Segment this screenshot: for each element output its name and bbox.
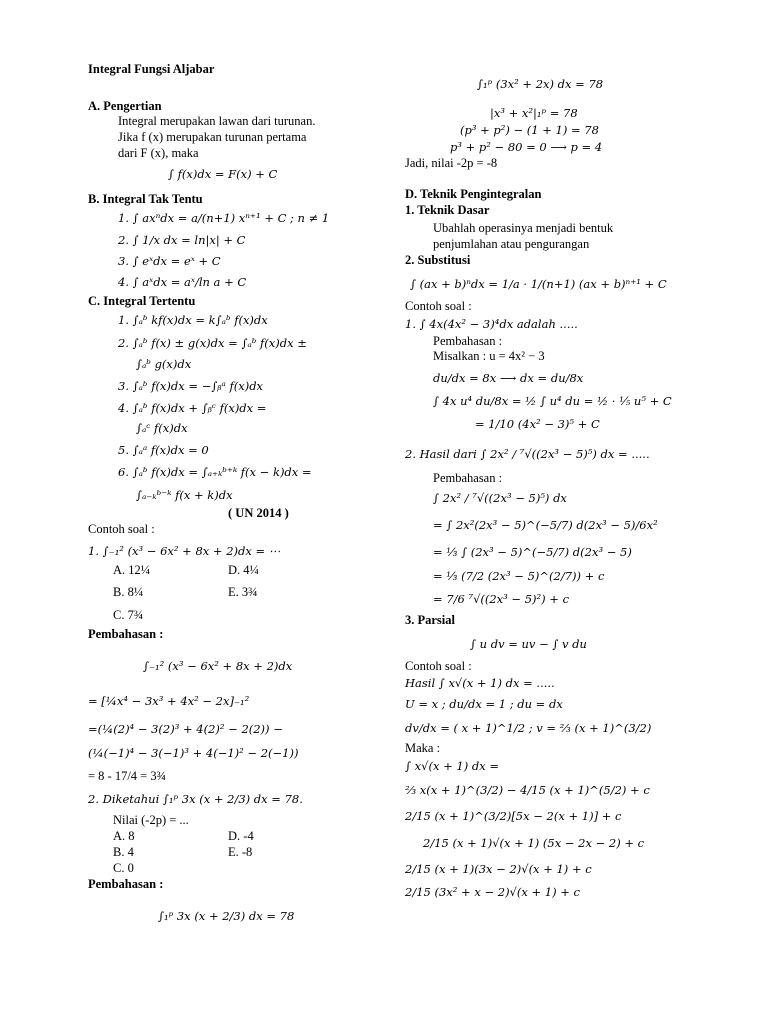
left-text-line: 4. ∫ aˣdx = aˣ/ln a + C bbox=[118, 275, 247, 289]
right-text-line: Pembahasan : bbox=[433, 471, 503, 485]
right-text-line: Maka : bbox=[405, 741, 441, 755]
left-text-line: Jika f (x) merupakan turunan pertama bbox=[118, 130, 307, 144]
left-text-line: Pembahasan : bbox=[88, 877, 164, 891]
right-text-line: ∫₁ᵖ (3x² + 2x) dx = 78 bbox=[477, 77, 604, 91]
left-text-line: 2. ∫ 1/x dx = ln|x| + C bbox=[118, 233, 246, 247]
left-text-line: D. 4¼ bbox=[228, 563, 259, 577]
left-text-line: C. 7¾ bbox=[113, 608, 144, 622]
left-text-line: Integral Fungsi Aljabar bbox=[88, 62, 215, 76]
left-text-line: D. -4 bbox=[228, 829, 254, 843]
left-text-line: E. -8 bbox=[228, 845, 253, 859]
right-text-line: = 7/6 ⁷√((2x³ − 5)²) + c bbox=[433, 592, 570, 606]
left-text-line: = 8 - 17/4 = 3¾ bbox=[88, 769, 166, 783]
right-text-line: 1. Teknik Dasar bbox=[405, 203, 490, 217]
right-text-line: Hasil ∫ x√(x + 1) dx = ..... bbox=[405, 676, 555, 690]
left-text-line: Pembahasan : bbox=[88, 627, 164, 641]
left-text-line: 2. ∫ₐᵇ f(x) ± g(x)dx = ∫ₐᵇ f(x)dx ± bbox=[118, 336, 307, 350]
left-text-line: ∫ₐᶜ f(x)dx bbox=[136, 421, 188, 435]
right-text-line: ∫ 2x² / ⁷√((2x³ − 5)⁵) dx bbox=[433, 491, 567, 505]
right-text-line: Jadi, nilai -2p = -8 bbox=[405, 156, 498, 170]
right-text-line: 2/15 (3x² + x − 2)√(x + 1) + c bbox=[405, 885, 580, 899]
left-text-line: Contoh soal : bbox=[88, 522, 155, 536]
right-text-line: Misalkan : u = 4x² − 3 bbox=[433, 349, 545, 363]
right-text-line: ∫ u dv = uv − ∫ v du bbox=[470, 637, 587, 651]
left-text-line: ∫₋₁² (x³ − 6x² + 8x + 2)dx bbox=[143, 659, 293, 673]
right-text-line: dv/dx = ( x + 1)^1/2 ; v = ⅔ (x + 1)^(3/2) bbox=[405, 721, 652, 735]
right-text-line: ⅔ x(x + 1)^(3/2) − 4/15 (x + 1)^(5/2) + c bbox=[405, 783, 650, 797]
right-text-line: (p³ + p²) − (1 + 1) = 78 bbox=[460, 123, 599, 137]
right-text-line: ∫ (ax + b)ⁿdx = 1/a · 1/(n+1) (ax + b)ⁿ⁺¹ + C bbox=[410, 277, 667, 291]
right-text-line: penjumlahan atau pengurangan bbox=[433, 237, 590, 251]
left-text-line: = [¼x⁴ − 3x³ + 4x² − 2x]₋₁² bbox=[88, 694, 250, 708]
right-text-line: U = x ; du/dx = 1 ; du = dx bbox=[405, 697, 563, 711]
right-text-line: Pembahasan : bbox=[433, 334, 503, 348]
right-text-line: 2/15 (x + 1)(3x − 2)√(x + 1) + c bbox=[405, 862, 592, 876]
left-text-line: 5. ∫ₐᵃ f(x)dx = 0 bbox=[118, 443, 209, 457]
right-text-line: ∫ x√(x + 1) dx = bbox=[405, 759, 499, 773]
left-text-line: dari F (x), maka bbox=[118, 146, 199, 160]
right-text-line: = ⅓ ∫ (2x³ − 5)^(−5/7) d(2x³ − 5) bbox=[433, 545, 632, 559]
left-text-line: C. 0 bbox=[113, 861, 134, 875]
left-text-line: A. 12¼ bbox=[113, 563, 151, 577]
left-text-line: ∫ₐᵇ g(x)dx bbox=[136, 357, 192, 371]
left-text-line: =(¼(2)⁴ − 3(2)³ + 4(2)² − 2(2)) − bbox=[88, 722, 283, 736]
right-text-line: = ∫ 2x²(2x³ − 5)^(−5/7) d(2x³ − 5)/6x² bbox=[433, 518, 658, 532]
right-text-line: 2/15 (x + 1)^(3/2)[5x − 2(x + 1)] + c bbox=[405, 809, 622, 823]
left-text-line: 3. ∫ eˣdx = eˣ + C bbox=[118, 254, 221, 268]
left-text-line: 3. ∫ₐᵇ f(x)dx = −∫ᵦᵃ f(x)dx bbox=[118, 379, 264, 393]
left-text-line: 1. ∫ axⁿdx = a/(n+1) xⁿ⁺¹ + C ; n ≠ 1 bbox=[118, 211, 330, 225]
left-text-line: 4. ∫ₐᵇ f(x)dx + ∫ᵦᶜ f(x)dx = bbox=[118, 401, 267, 415]
left-text-line: ∫ₐ₋ₖᵇ⁻ᵏ f(x + k)dx bbox=[136, 488, 233, 502]
right-text-line: = ⅓ (7/2 (2x³ − 5)^(2/7)) + c bbox=[433, 569, 605, 583]
left-text-line: B. Integral Tak Tentu bbox=[88, 192, 203, 206]
left-text-line: ( UN 2014 ) bbox=[228, 506, 289, 520]
right-text-line: D. Teknik Pengintegralan bbox=[405, 187, 542, 201]
right-text-line: ∫ 4x u⁴ du/8x = ½ ∫ u⁴ du = ½ · ⅕ u⁵ + C bbox=[433, 394, 672, 408]
left-text-line: (¼(−1)⁴ − 3(−1)³ + 4(−1)² − 2(−1)) bbox=[88, 746, 299, 760]
left-text-line: A. Pengertian bbox=[88, 99, 162, 113]
left-text-line: E. 3¾ bbox=[228, 585, 258, 599]
right-text-line: 2. Hasil dari ∫ 2x² / ⁷√((2x³ − 5)⁵) dx = ..... bbox=[405, 447, 650, 461]
right-text-line: Contoh soal : bbox=[405, 659, 472, 673]
right-text-line: |x³ + x²|₁ᵖ = 78 bbox=[490, 106, 578, 120]
right-text-line: p³ + p² − 80 = 0 ⟶ p = 4 bbox=[450, 140, 603, 154]
left-text-line: ∫₁ᵖ 3x (x + 2/3) dx = 78 bbox=[158, 909, 295, 923]
right-text-line: 1. ∫ 4x(4x² − 3)⁴dx adalah ..... bbox=[405, 317, 578, 331]
right-text-line: Contoh soal : bbox=[405, 299, 472, 313]
left-text-line: B. 8¼ bbox=[113, 585, 144, 599]
left-text-line: 1. ∫₋₁² (x³ − 6x² + 8x + 2)dx = ⋯ bbox=[88, 544, 281, 558]
right-text-line: 3. Parsial bbox=[405, 613, 455, 627]
right-text-line: Ubahlah operasinya menjadi bentuk bbox=[433, 221, 614, 235]
left-text-line: 1. ∫ₐᵇ kf(x)dx = k∫ₐᵇ f(x)dx bbox=[118, 313, 268, 327]
left-text-line: C. Integral Tertentu bbox=[88, 294, 196, 308]
left-text-line: ∫ f(x)dx = F(x) + C bbox=[168, 167, 278, 181]
right-text-line: 2/15 (x + 1)√(x + 1) (5x − 2x − 2) + c bbox=[423, 836, 645, 850]
right-text-line: du/dx = 8x ⟶ dx = du/8x bbox=[433, 371, 584, 385]
left-text-line: B. 4 bbox=[113, 845, 134, 859]
left-text-line: A. 8 bbox=[113, 829, 135, 843]
left-text-line: 2. Diketahui ∫₁ᵖ 3x (x + 2/3) dx = 78. bbox=[88, 792, 303, 806]
right-text-line: = 1/10 (4x² − 3)⁵ + C bbox=[475, 417, 600, 431]
left-text-line: Integral merupakan lawan dari turunan. bbox=[118, 114, 316, 128]
right-text-line: 2. Substitusi bbox=[405, 253, 471, 267]
left-text-line: 6. ∫ₐᵇ f(x)dx = ∫ₐ₊ₖᵇ⁺ᵏ f(x − k)dx = bbox=[118, 465, 312, 479]
left-text-line: Nilai (-2p) = ... bbox=[113, 813, 189, 827]
